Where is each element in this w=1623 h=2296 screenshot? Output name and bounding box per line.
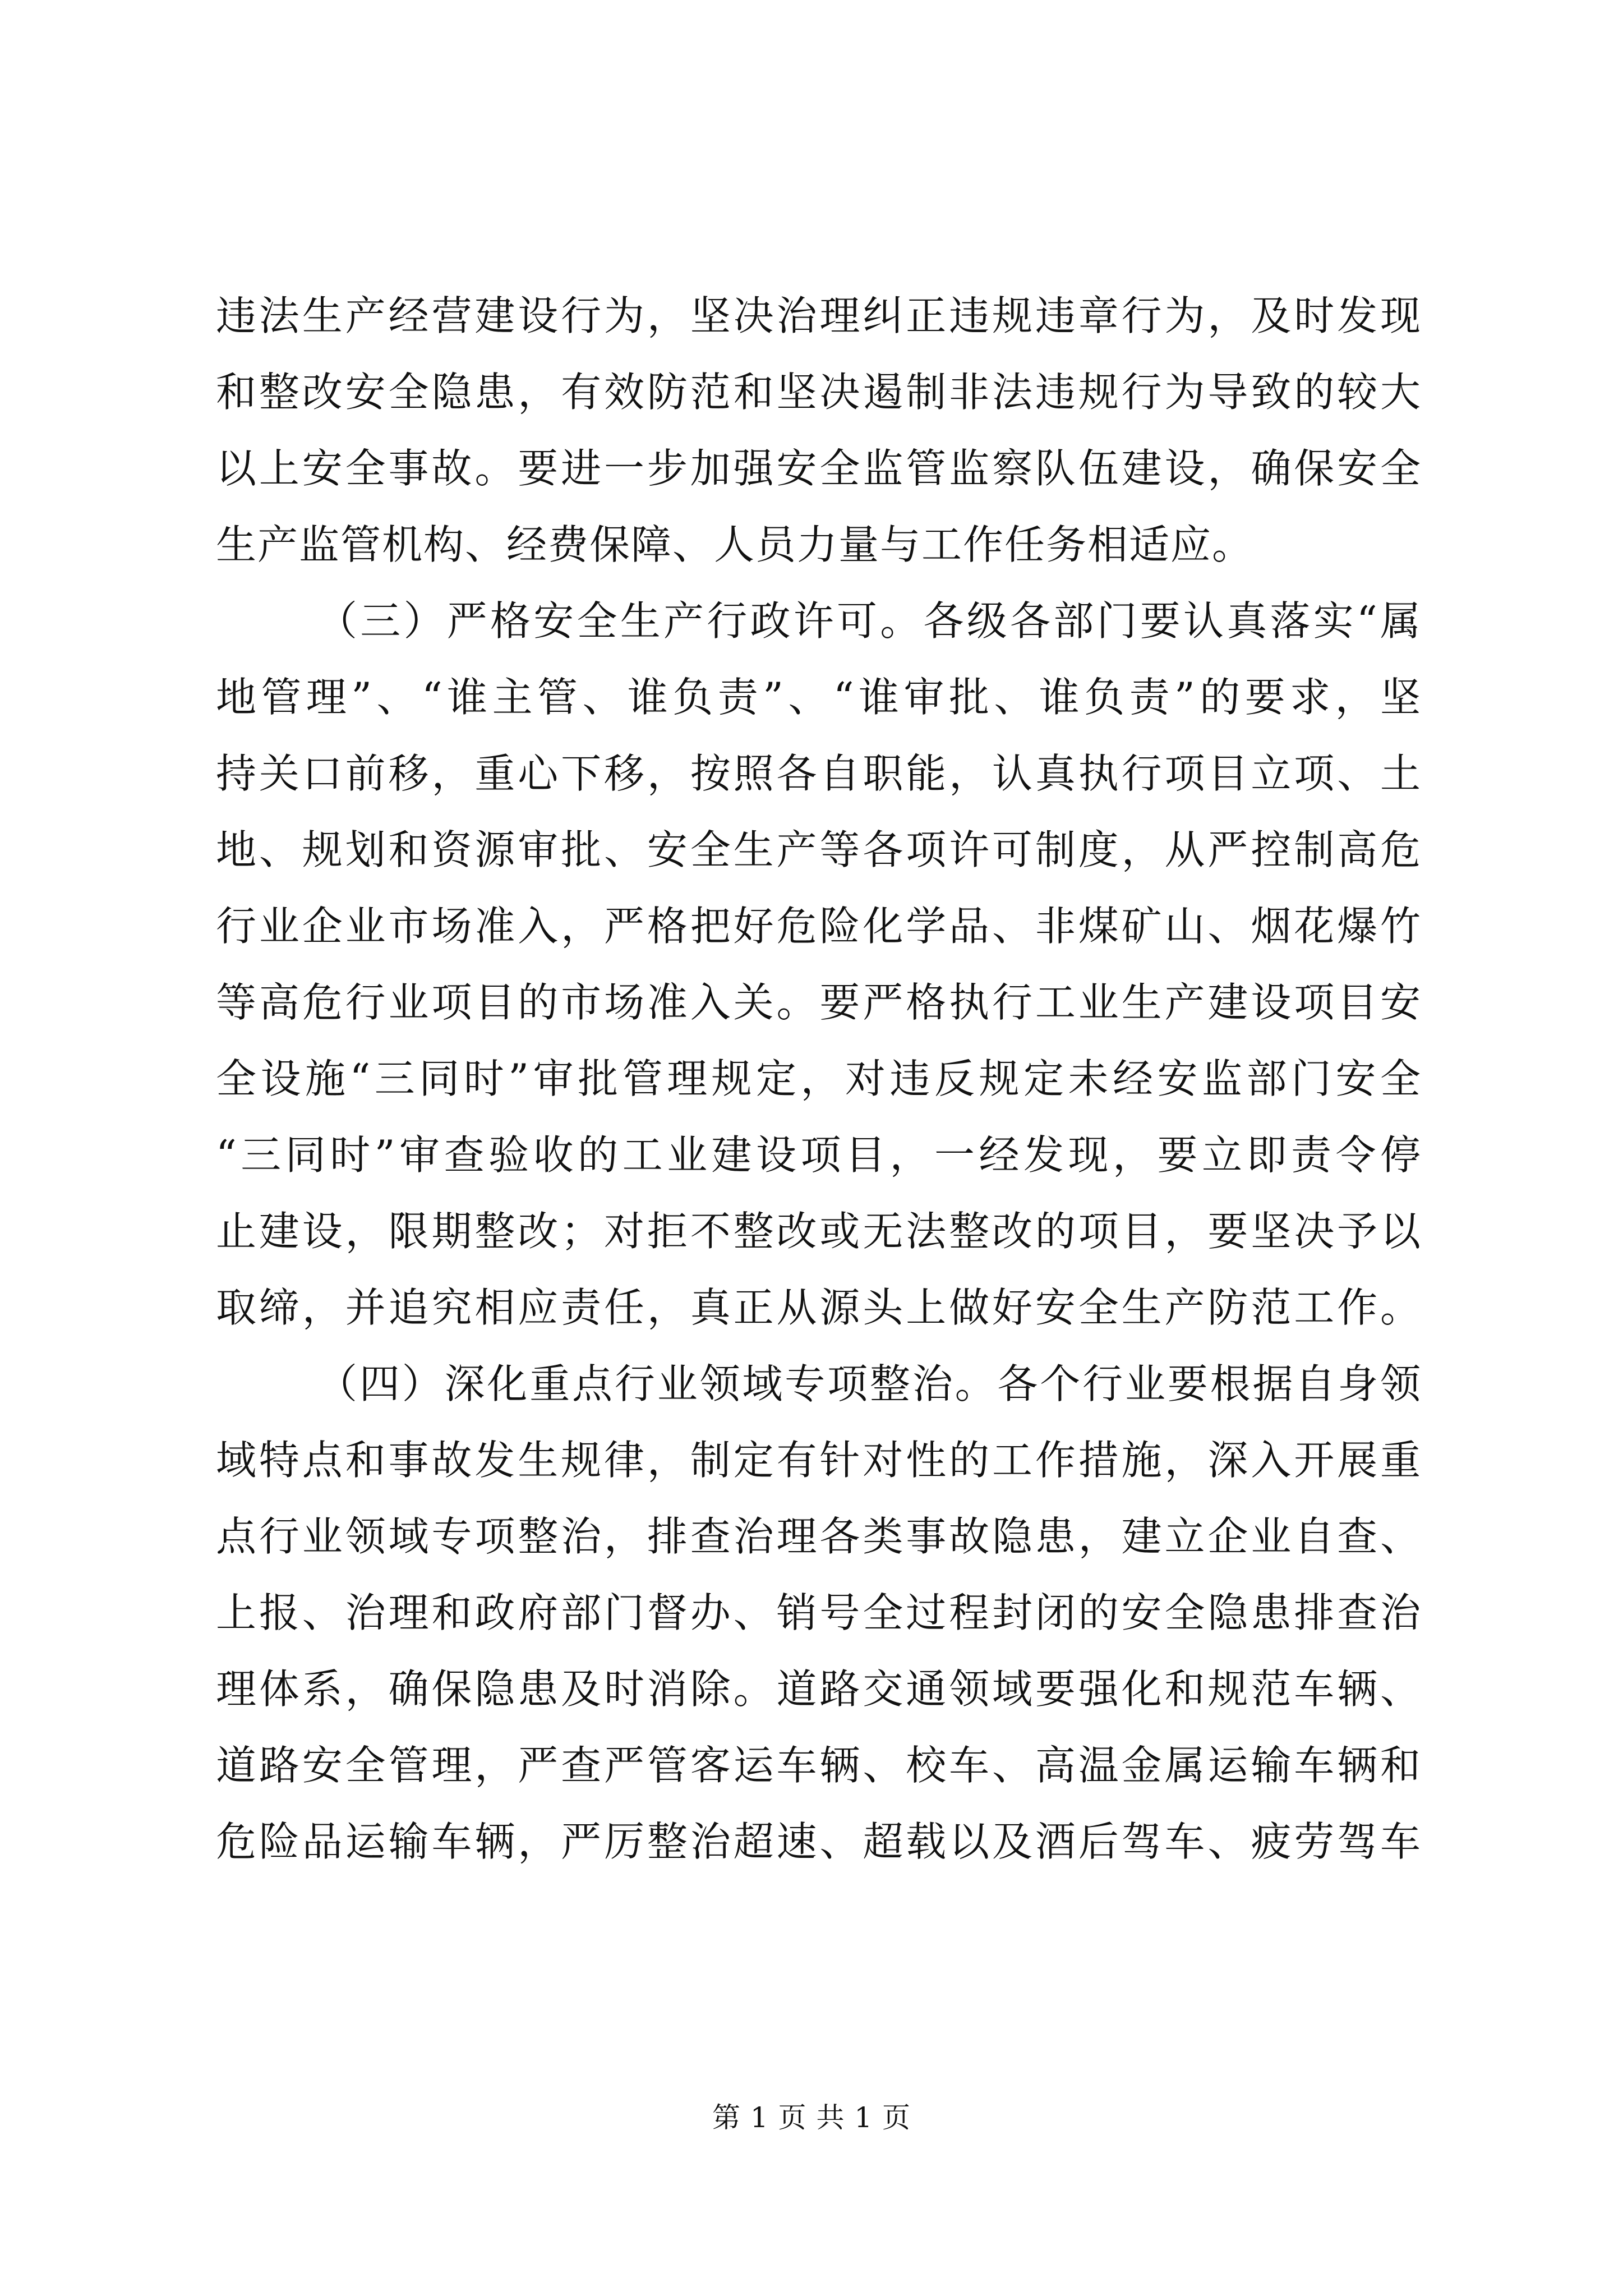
document-body <box>216 278 1422 1880</box>
text-line: 全设施“三同时”审批管理规定，对违反规定未经安监部门安全 <box>216 1055 1422 1102</box>
text-line: 地、规划和资源审批、安全生产等各项许可制度，从严控制高危 <box>216 826 1422 873</box>
text-line: 危险品运输车辆，严厉整治超速、超载以及酒后驾车、疲劳驾车 <box>216 1818 1422 1865</box>
text-line: 持关口前移，重心下移，按照各自职能，认真执行项目立项、土 <box>216 750 1422 797</box>
text-line: 取缔，并追究相应责任，真正从源头上做好安全生产防范工作。 <box>216 1284 1422 1331</box>
text-line: 地管理”、“谁主管、谁负责”、“谁审批、谁负责”的要求，坚 <box>216 674 1422 721</box>
text-line: 止建设，限期整改；对拒不整改或无法整改的项目，要坚决予以 <box>216 1208 1422 1255</box>
text-line: 行业企业市场准入，严格把好危险化学品、非煤矿山、烟花爆竹 <box>216 903 1422 950</box>
text-line: “三同时”审查验收的工业建设项目，一经发现，要立即责令停 <box>216 1131 1422 1179</box>
text-line: 域特点和事故发生规律，制定有针对性的工作措施，深入开展重 <box>216 1437 1422 1484</box>
text-line: 等高危行业项目的市场准入关。要严格执行工业生产建设项目安 <box>216 979 1422 1026</box>
text-line: 生产监管机构、经费保障、人员力量与工作任务相适应。 <box>216 521 1254 568</box>
page-footer: 第 1 页 共 1 页 <box>712 2101 911 2134</box>
text-line: （三）严格安全生产行政许可。各级各部门要认真落实“属 <box>317 597 1422 645</box>
text-line: 和整改安全隐患，有效防范和坚决遏制非法违规行为导致的较大 <box>216 369 1422 416</box>
text-line: 点行业领域专项整治，排查治理各类事故隐患，建立企业自查、 <box>216 1513 1422 1560</box>
text-line: 理体系，确保隐患及时消除。道路交通领域要强化和规范车辆、 <box>216 1665 1422 1713</box>
text-line: （四）深化重点行业领域专项整治。各个行业要根据自身领 <box>317 1360 1422 1407</box>
text-line: 道路安全管理，严查严管客运车辆、校车、高温金属运输车辆和 <box>216 1742 1422 1789</box>
text-line: 违法生产经营建设行为，坚决治理纠正违规违章行为，及时发现 <box>216 292 1422 339</box>
text-line: 上报、治理和政府部门督办、销号全过程封闭的安全隐患排查治 <box>216 1589 1422 1636</box>
text-line: 以上安全事故。要进一步加强安全监管监察队伍建设，确保安全 <box>216 445 1422 492</box>
